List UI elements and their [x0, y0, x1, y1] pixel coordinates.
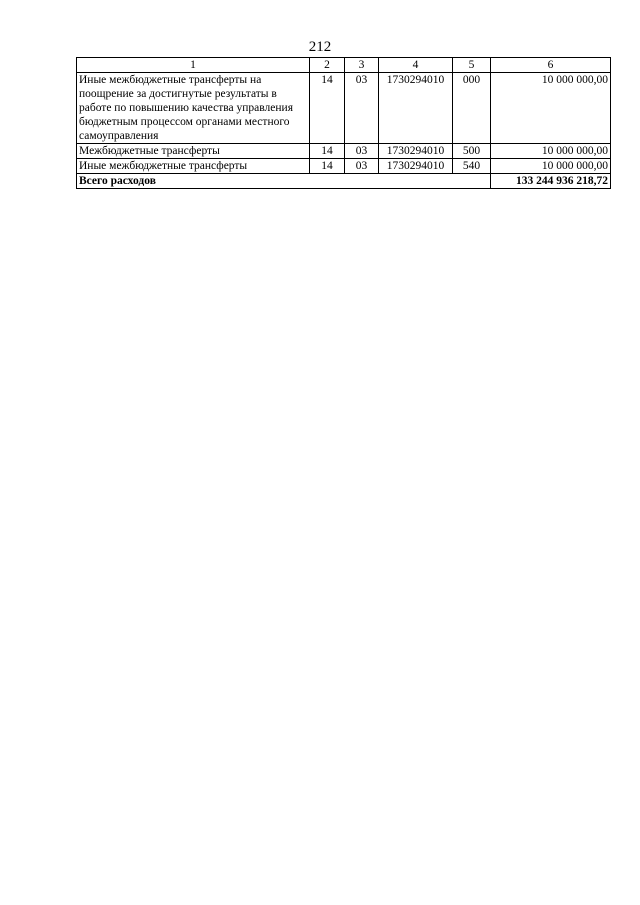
table-row — [77, 159, 611, 174]
table-row — [77, 144, 611, 159]
header-col-6: 6 — [491, 58, 611, 73]
row-amount: 10 000 000,00 — [491, 73, 611, 144]
header-col-5: 5 — [453, 58, 491, 73]
row-expense-type: 540 — [453, 159, 491, 174]
header-col-2: 2 — [310, 58, 345, 73]
header-col-3: 3 — [345, 58, 379, 73]
row-target-article: 1730294010 — [379, 144, 453, 159]
expenditure-table — [76, 57, 611, 189]
table-row — [77, 73, 611, 144]
row-target-article: 1730294010 — [379, 159, 453, 174]
header-col-1: 1 — [77, 58, 310, 73]
total-amount: 133 244 936 218,72 — [491, 174, 611, 189]
row-name: Межбюджетные трансферты — [77, 144, 310, 159]
row-amount: 10 000 000,00 — [491, 144, 611, 159]
page-number: 212 — [308, 39, 332, 55]
row-subsection: 03 — [345, 144, 379, 159]
row-subsection: 03 — [345, 159, 379, 174]
row-amount: 10 000 000,00 — [491, 159, 611, 174]
row-section: 14 — [310, 144, 345, 159]
table-header-row — [77, 58, 611, 73]
row-target-article: 1730294010 — [379, 73, 453, 144]
row-section: 14 — [310, 159, 345, 174]
row-subsection: 03 — [345, 73, 379, 144]
total-row — [77, 174, 611, 189]
row-name: Иные межбюджетные трансферты на поощрение за достигнутые результаты в работе по повышению качества управления бюджетным процессом органами местного самоуправления — [77, 73, 310, 144]
row-expense-type: 500 — [453, 144, 491, 159]
row-expense-type: 000 — [453, 73, 491, 144]
total-label: Всего расходов — [77, 174, 491, 189]
row-name: Иные межбюджетные трансферты — [77, 159, 310, 174]
row-section: 14 — [310, 73, 345, 144]
header-col-4: 4 — [379, 58, 453, 73]
